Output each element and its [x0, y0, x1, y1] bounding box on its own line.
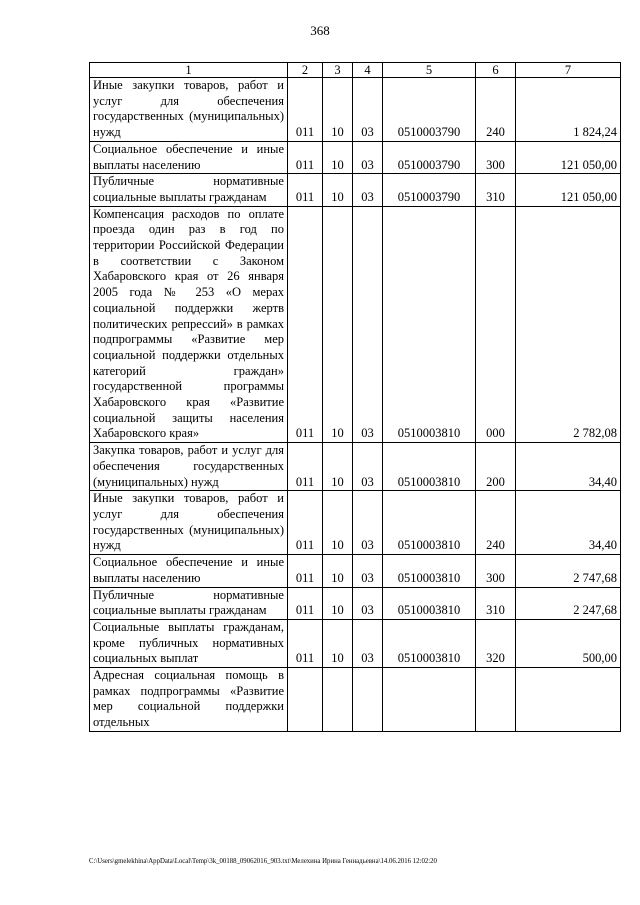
cell-admin-code: 011	[288, 619, 323, 667]
cell-target-item: 0510003810	[383, 555, 476, 587]
cell-amount: 34,40	[516, 491, 621, 555]
cell-amount: 34,40	[516, 443, 621, 491]
column-header: 6	[476, 63, 516, 78]
cell-target-item: 0510003790	[383, 174, 476, 206]
table-row	[90, 206, 621, 443]
budget-table	[89, 62, 621, 732]
cell-section	[323, 668, 353, 732]
row-name: Иные закупки товаров, работ и услуг для обеспечения государственных (муниципальных) нужд	[90, 491, 288, 555]
cell-target-item: 0510003810	[383, 443, 476, 491]
table-row	[90, 443, 621, 491]
row-name: Компенсация расходов по оплате проезда один раз в год по территории Российской Федерации в соответствии с Законом Хабаровского края от 26 января 2005 года № 253 «О мерах социальной поддержки жертв политических репрессий» в рамках подпрограммы «Развитие мер социальной поддержки отдельных категорий граждан» государственной программы Хабаровского края «Развитие социальной защиты населения Хабаровского края»	[90, 206, 288, 443]
column-header: 1	[90, 63, 288, 78]
cell-amount: 121 050,00	[516, 141, 621, 173]
cell-section: 10	[323, 555, 353, 587]
cell-expense-type: 310	[476, 174, 516, 206]
column-header: 2	[288, 63, 323, 78]
cell-section: 10	[323, 443, 353, 491]
cell-subsection	[353, 668, 383, 732]
row-name: Социальное обеспечение и иные выплаты населению	[90, 141, 288, 173]
cell-section: 10	[323, 78, 353, 142]
cell-target-item	[383, 668, 476, 732]
table-header-row	[90, 63, 621, 78]
table-row	[90, 668, 621, 732]
cell-expense-type: 300	[476, 141, 516, 173]
table-row	[90, 141, 621, 173]
cell-expense-type: 310	[476, 587, 516, 619]
row-name: Иные закупки товаров, работ и услуг для обеспечения государственных (муниципальных) нужд	[90, 78, 288, 142]
document-footer-path: C:\Users\gmelekhina\AppData\Local\Temp\3k_00188_09062016_903.txt\Мелехина Ирина Геннадьевна\14.06.2016 12:02:20	[89, 858, 437, 865]
cell-target-item: 0510003790	[383, 141, 476, 173]
column-header: 4	[353, 63, 383, 78]
row-name: Публичные нормативные социальные выплаты гражданам	[90, 587, 288, 619]
cell-target-item: 0510003810	[383, 619, 476, 667]
table-row	[90, 78, 621, 142]
cell-admin-code: 011	[288, 491, 323, 555]
cell-subsection: 03	[353, 619, 383, 667]
cell-amount: 500,00	[516, 619, 621, 667]
column-header: 7	[516, 63, 621, 78]
cell-subsection: 03	[353, 174, 383, 206]
cell-admin-code: 011	[288, 443, 323, 491]
table-row	[90, 174, 621, 206]
cell-expense-type: 320	[476, 619, 516, 667]
row-name: Адресная социальная помощь в рамках подпрограммы «Развитие мер социальной поддержки отдельных	[90, 668, 288, 732]
cell-target-item: 0510003810	[383, 491, 476, 555]
cell-subsection: 03	[353, 443, 383, 491]
cell-subsection: 03	[353, 555, 383, 587]
cell-admin-code	[288, 668, 323, 732]
cell-subsection: 03	[353, 141, 383, 173]
cell-amount	[516, 668, 621, 732]
cell-amount: 2 247,68	[516, 587, 621, 619]
row-name: Социальные выплаты гражданам, кроме публичных нормативных социальных выплат	[90, 619, 288, 667]
row-name: Социальное обеспечение и иные выплаты населению	[90, 555, 288, 587]
table-row	[90, 587, 621, 619]
cell-amount: 121 050,00	[516, 174, 621, 206]
cell-amount: 2 782,08	[516, 206, 621, 443]
cell-expense-type: 200	[476, 443, 516, 491]
cell-expense-type: 240	[476, 78, 516, 142]
table-row	[90, 555, 621, 587]
cell-admin-code: 011	[288, 141, 323, 173]
cell-target-item: 0510003810	[383, 206, 476, 443]
cell-section: 10	[323, 491, 353, 555]
cell-section: 10	[323, 174, 353, 206]
cell-amount: 1 824,24	[516, 78, 621, 142]
cell-amount: 2 747,68	[516, 555, 621, 587]
cell-expense-type: 300	[476, 555, 516, 587]
row-name: Публичные нормативные социальные выплаты гражданам	[90, 174, 288, 206]
page-number: 368	[310, 23, 330, 38]
cell-section: 10	[323, 206, 353, 443]
cell-section: 10	[323, 587, 353, 619]
cell-subsection: 03	[353, 491, 383, 555]
cell-admin-code: 011	[288, 555, 323, 587]
table-body	[90, 63, 621, 732]
cell-admin-code: 011	[288, 206, 323, 443]
cell-subsection: 03	[353, 587, 383, 619]
cell-target-item: 0510003790	[383, 78, 476, 142]
cell-admin-code: 011	[288, 587, 323, 619]
cell-expense-type: 000	[476, 206, 516, 443]
cell-expense-type	[476, 668, 516, 732]
cell-section: 10	[323, 619, 353, 667]
cell-section: 10	[323, 141, 353, 173]
cell-subsection: 03	[353, 206, 383, 443]
table-row	[90, 619, 621, 667]
cell-admin-code: 011	[288, 174, 323, 206]
cell-expense-type: 240	[476, 491, 516, 555]
cell-admin-code: 011	[288, 78, 323, 142]
cell-target-item: 0510003810	[383, 587, 476, 619]
column-header: 5	[383, 63, 476, 78]
row-name: Закупка товаров, работ и услуг для обеспечения государственных (муниципальных) нужд	[90, 443, 288, 491]
column-header: 3	[323, 63, 353, 78]
table-row	[90, 491, 621, 555]
cell-subsection: 03	[353, 78, 383, 142]
